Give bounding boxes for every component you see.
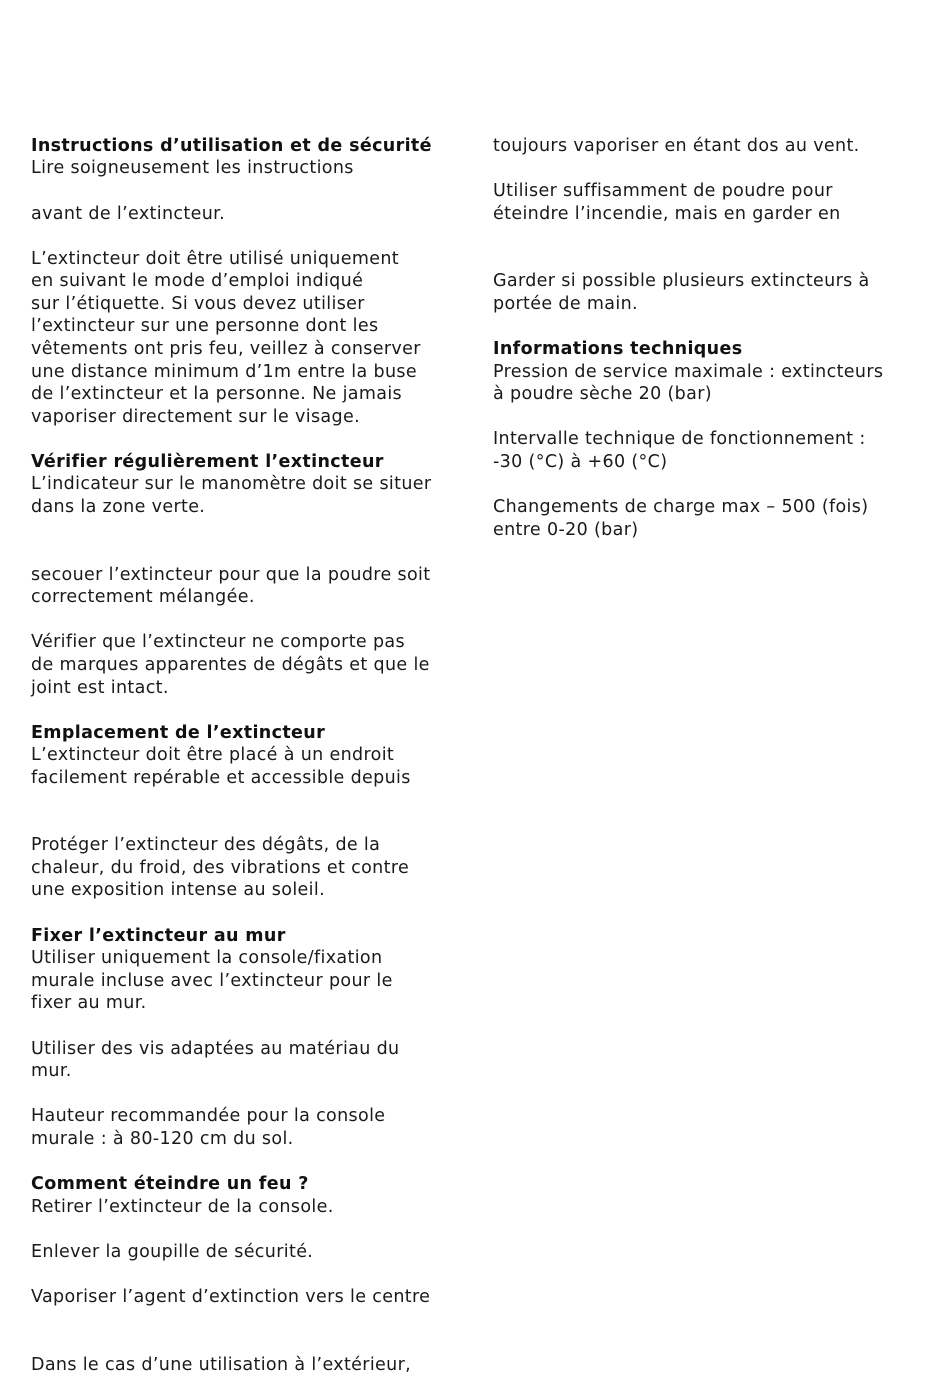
text-line: murale incluse avec l’extincteur pour le (31, 971, 393, 991)
text-line: à poudre sèche 20 (bar) (493, 384, 712, 404)
text-line: Enlever la goupille de sécurité. (31, 1242, 314, 1262)
text-line: Utiliser suffisamment de poudre pour (493, 181, 833, 201)
text-line: toujours vaporiser en étant dos au vent. (493, 136, 860, 156)
text-line: Vérifier que l’extincteur ne comporte pas (31, 632, 405, 652)
heading-verifier: Vérifier régulièrement l’extincteur (31, 452, 384, 472)
text-line: fixer au mur. (31, 993, 147, 1013)
text-line: L’extincteur doit être placé à un endroit (31, 745, 395, 765)
text-line: Utiliser uniquement la console/fixation (31, 948, 383, 968)
text-line: Lire soigneusement les instructions (31, 158, 354, 178)
text-line: secouer l’extincteur pour que la poudre soit (31, 565, 431, 585)
text-line: éteindre l’incendie, mais en garder en (493, 204, 841, 224)
text-line: avant de l’extincteur. (31, 204, 226, 224)
heading-instructions: Instructions d’utilisation et de sécurité (31, 136, 432, 156)
text-line: vaporiser directement sur le visage. (31, 407, 360, 427)
text-line: portée de main. (493, 294, 638, 314)
text-line: l’extincteur sur une personne dont les (31, 316, 379, 336)
text-line: Vaporiser l’agent d’extinction vers le centre (31, 1287, 431, 1307)
heading-fixer: Fixer l’extincteur au mur (31, 926, 286, 946)
text-line: sur l’étiquette. Si vous devez utiliser (31, 294, 365, 314)
text-line: correctement mélangée. (31, 587, 255, 607)
text-line: L’extincteur doit être utilisé uniquement (31, 249, 400, 269)
text-line: de marques apparentes de dégâts et que le (31, 655, 430, 675)
text-line: Protéger l’extincteur des dégâts, de la (31, 835, 381, 855)
text-line: facilement repérable et accessible depuis (31, 768, 411, 788)
heading-informations-techniques: Informations techniques (493, 339, 743, 359)
text-line: mur. (31, 1061, 72, 1081)
text-line: Dans le cas d’une utilisation à l’extérieur, (31, 1355, 412, 1375)
text-line: -30 (°C) à +60 (°C) (493, 452, 668, 472)
text-line: de l’extincteur et la personne. Ne jamais (31, 384, 403, 404)
text-line: en suivant le mode d’emploi indiqué (31, 271, 364, 291)
text-line: Intervalle technique de fonctionnement : (493, 429, 866, 449)
heading-eteindre: Comment éteindre un feu ? (31, 1174, 309, 1194)
text-line: L’indicateur sur le manomètre doit se situer (31, 474, 432, 494)
text-line: Hauteur recommandée pour la console (31, 1106, 386, 1126)
text-line: Changements de charge max – 500 (fois) (493, 497, 869, 517)
text-line: chaleur, du froid, des vibrations et contre (31, 858, 410, 878)
text-line: une distance minimum d’1m entre la buse (31, 362, 417, 382)
text-line: vêtements ont pris feu, veillez à conserver (31, 339, 421, 359)
heading-emplacement: Emplacement de l’extincteur (31, 723, 326, 743)
text-line: joint est intact. (31, 678, 169, 698)
text-line: Pression de service maximale : extincteurs (493, 362, 884, 382)
text-line: Garder si possible plusieurs extincteurs à (493, 271, 870, 291)
text-line: Retirer l’extincteur de la console. (31, 1197, 334, 1217)
text-line: une exposition intense au soleil. (31, 880, 325, 900)
text-line: murale : à 80-120 cm du sol. (31, 1129, 294, 1149)
text-line: entre 0-20 (bar) (493, 520, 639, 540)
text-line: dans la zone verte. (31, 497, 206, 517)
text-line: Utiliser des vis adaptées au matériau du (31, 1039, 400, 1059)
